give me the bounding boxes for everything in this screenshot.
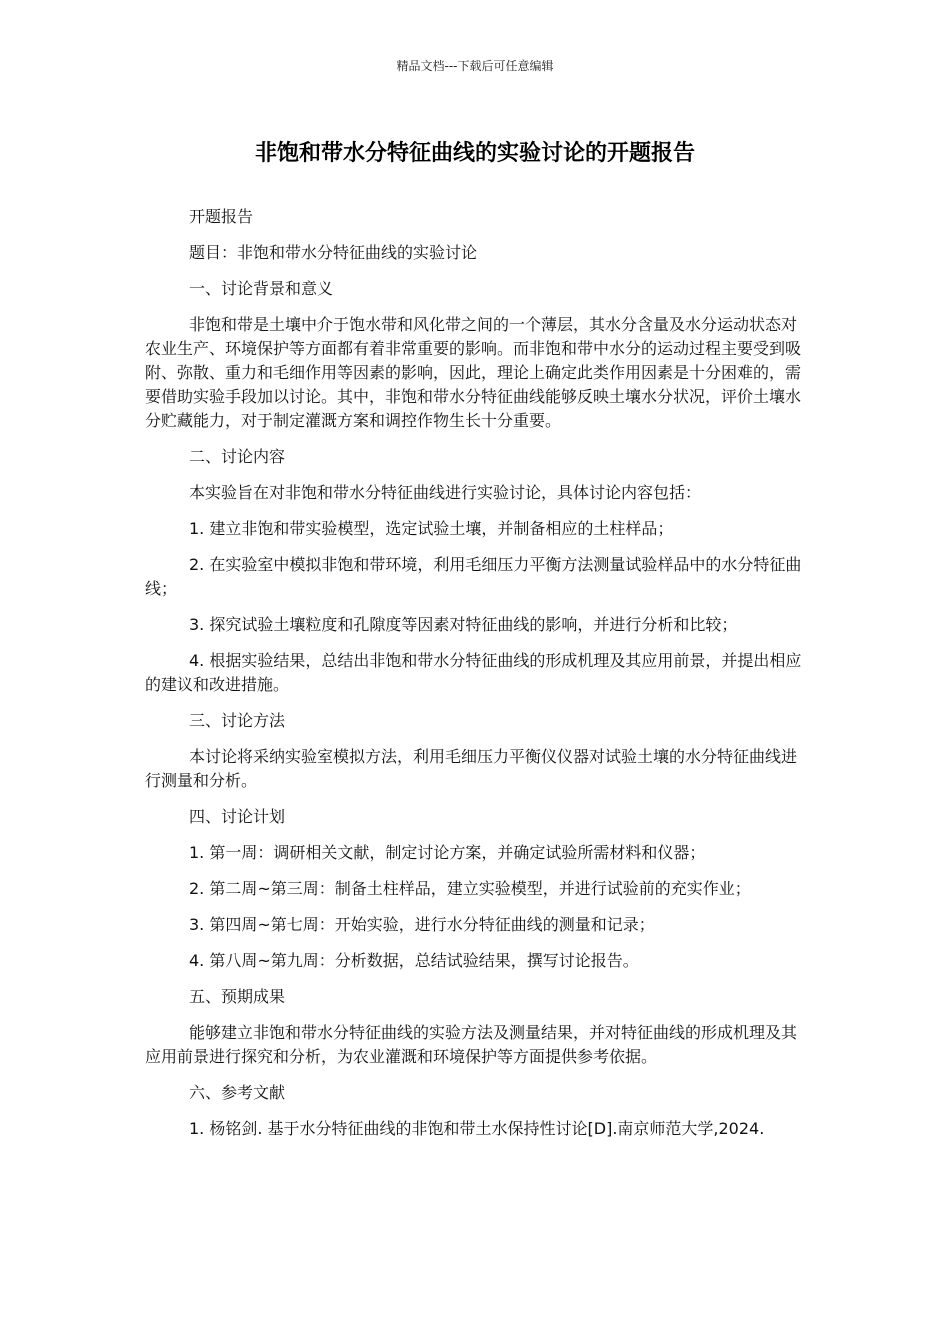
list-item-plan-3: 3. 第四周~第七周：开始实验，进行水分特征曲线的测量和记录； <box>189 915 655 934</box>
page-header: 精品文档---下载后可任意编辑 <box>396 59 554 73</box>
list-item-plan-1: 1. 第一周：调研相关文献，制定讨论方案，并确定试验所需材料和仪器； <box>189 843 706 862</box>
list-item-content-4: 4. 根据实验结果，总结出非饱和带水分特征曲线的形成机理及其应用前景，并提出相应的建议和改进措施。 <box>145 651 802 694</box>
paragraph-method: 本讨论将采纳实验室模拟方法，利用毛细压力平衡仪仪器对试验土壤的水分特征曲线进行测量和分析。 <box>145 747 798 790</box>
paragraph-background: 非饱和带是土壤中介于饱水带和风化带之间的一个薄层，其水分含量及水分运动状态对农业生产、环境保护等方面都有着非常重要的影响。而非饱和带中水分的运动过程主要受到吸附、弥散、重力和毛细作用等因素的影响，因此，理论上确定此类作用因素是十分困难的，需要借助实验手段加以讨论。其中，非饱和带水分特征曲线能够反映土壤水分状况，评价土壤水分贮藏能力，对于制定灌溉方案和调控作物生长十分重要。 <box>145 315 802 430</box>
list-item-plan-4: 4. 第八周~第九周：分析数据，总结试验结果，撰写讨论报告。 <box>189 951 639 970</box>
paragraph-results: 能够建立非饱和带水分特征曲线的实验方法及测量结果，并对特征曲线的形成机理及其应用前景进行探究和分析，为农业灌溉和环境保护等方面提供参考依据。 <box>145 1023 798 1066</box>
list-item-plan-2: 2. 第二周~第三周：制备土柱样品，建立实验模型，并进行试验前的充实作业； <box>189 879 751 898</box>
section-heading-plan: 四、讨论计划 <box>189 807 286 826</box>
paragraph-content-intro: 本实验旨在对非饱和带水分特征曲线进行实验讨论，具体讨论内容包括： <box>189 483 702 502</box>
document-body <box>145 205 807 1153</box>
paragraph-report-label: 开题报告 <box>189 207 254 226</box>
section-heading-references: 六、参考文献 <box>189 1083 286 1102</box>
section-heading-results: 五、预期成果 <box>189 987 286 1006</box>
paragraph-topic: 题目：非饱和带水分特征曲线的实验讨论 <box>189 243 478 262</box>
section-heading-method: 三、讨论方法 <box>189 711 286 730</box>
section-heading-content: 二、讨论内容 <box>189 447 286 466</box>
list-item-content-3: 3. 探究试验土壤粒度和孔隙度等因素对特征曲线的影响，并进行分析和比较； <box>189 615 738 634</box>
reference-item-1: 1. 杨铭剑. 基于水分特征曲线的非饱和带土水保持性讨论[D].南京师范大学,2024. <box>189 1119 765 1138</box>
document-title: 非饱和带水分特征曲线的实验讨论的开题报告 <box>254 141 695 166</box>
section-heading-background: 一、讨论背景和意义 <box>189 279 334 298</box>
list-item-content-2: 2. 在实验室中模拟非饱和带环境，利用毛细压力平衡方法测量试验样品中的水分特征曲线； <box>145 555 802 598</box>
list-item-content-1: 1. 建立非饱和带实验模型，选定试验土壤，并制备相应的土柱样品； <box>189 519 674 538</box>
